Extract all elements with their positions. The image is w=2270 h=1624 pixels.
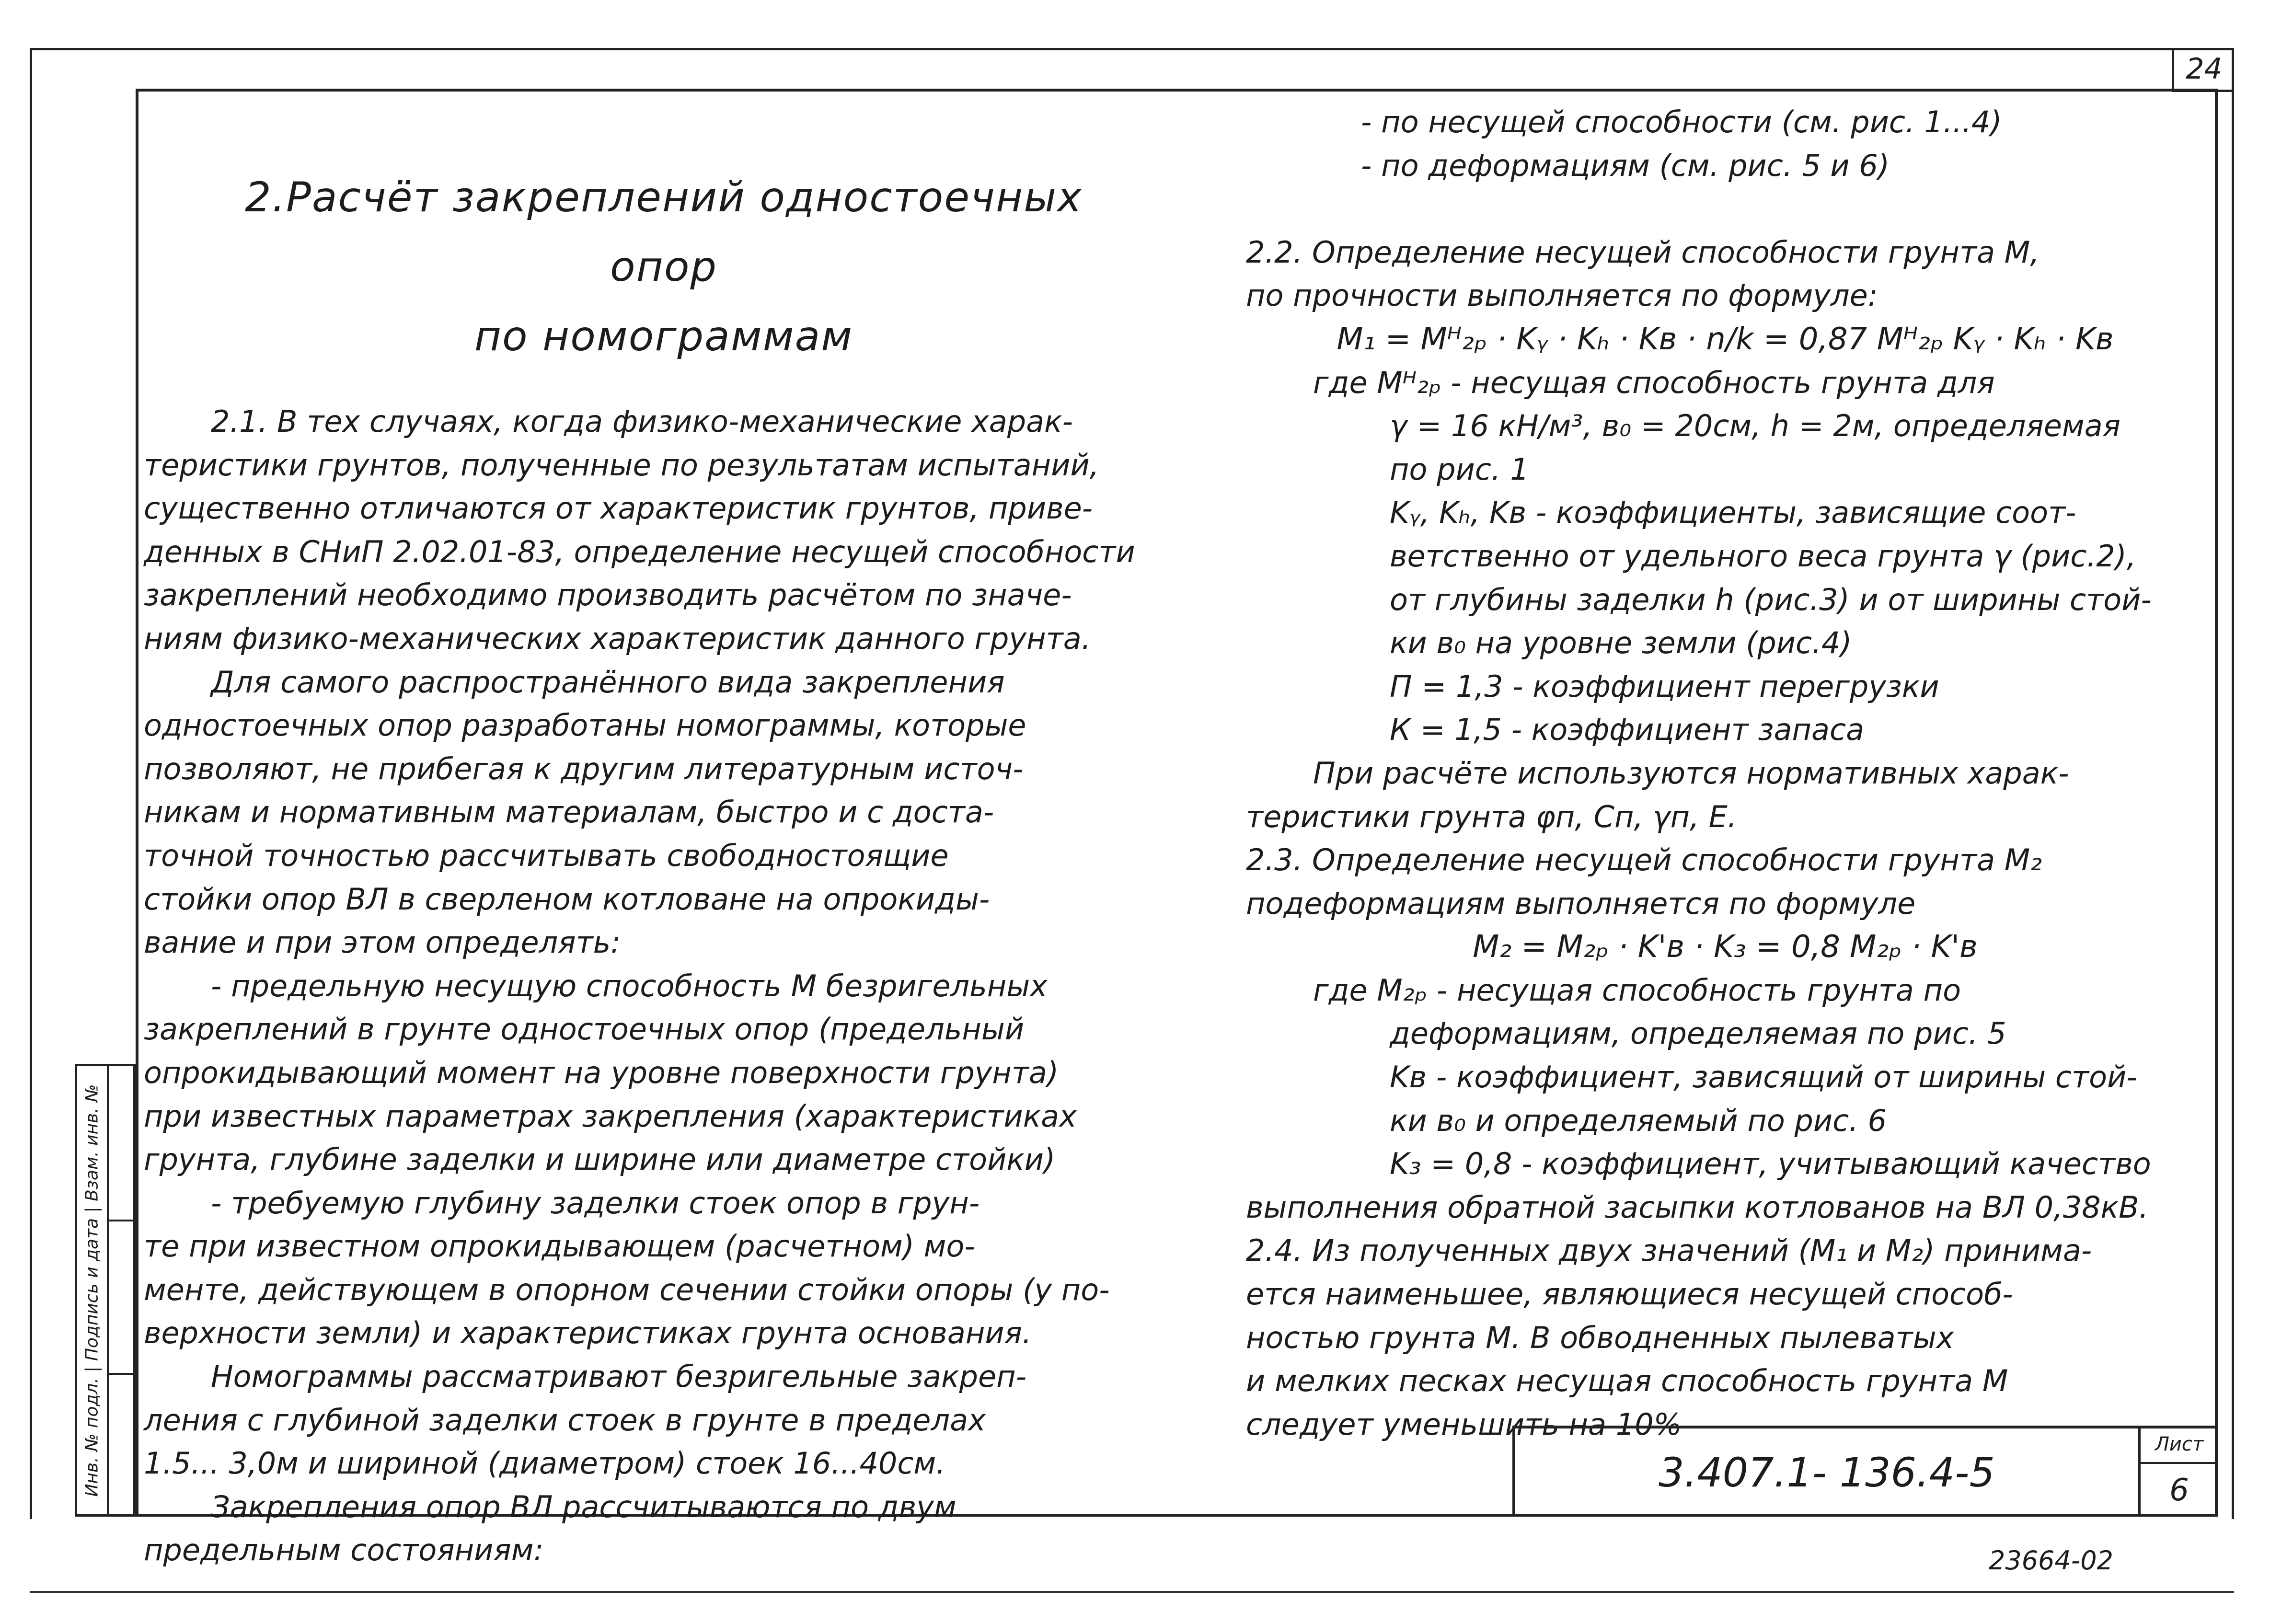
text-line: стойки опор ВЛ в сверленом котловане на опрокиды- — [144, 881, 990, 917]
left-column-text — [144, 400, 1135, 1572]
text-line: 2.2. Определение несущей способности грунта М, — [1246, 234, 2040, 270]
section-title-line-1: 2.Расчёт закреплений одностоечных опор — [244, 173, 1083, 291]
text-line: одностоечных опор разработаны номограммы, которые — [144, 708, 1026, 743]
text-line: γ = 16 кН/м³, в₀ = 20см, h = 2м, определяемая — [1390, 408, 2120, 444]
text-line: ки в₀ и определяемый по рис. 6 — [1390, 1103, 1887, 1138]
right-column-text — [1246, 101, 2204, 1446]
inv-podl-label: Инв. № подл. — [82, 1377, 102, 1497]
text-line: ется наименьшее, являющиеся несущей способ- — [1246, 1277, 2013, 1312]
text-line: деформациям, определяемая по рис. 5 — [1390, 1016, 2006, 1051]
text-line: ниям физико-механических характеристик данного грунта. — [144, 621, 1091, 656]
text-line: закреплений необходимо производить расчётом по значе- — [144, 577, 1072, 613]
text-line: ки в₀ на уровне земли (рис.4) — [1390, 625, 1852, 661]
text-line: те при известном опрокидывающем (расчетном) мо- — [144, 1229, 975, 1264]
text-line: вание и при этом определять: — [144, 925, 621, 960]
text-line: 1.5... 3,0м и шириной (диаметром) стоек 16...40см. — [144, 1446, 945, 1481]
text-line — [1246, 187, 2204, 231]
text-line: - по деформациям (см. рис. 5 и 6) — [1361, 148, 1890, 183]
text-line: где M₂ₚ - несущая способность грунта по — [1313, 972, 1961, 1008]
text-line: выполнения обратной засыпки котлованов на ВЛ 0,38кВ. — [1246, 1189, 2149, 1225]
text-line: при известных параметрах закрепления (характеристиках — [144, 1098, 1077, 1134]
text-line: - предельную несущую способность М безригельных — [211, 968, 1048, 1003]
text-line: закреплений в грунте одностоечных опор (предельный — [144, 1012, 1025, 1047]
text-line: опрокидывающий момент на уровне поверхности грунта) — [144, 1055, 1059, 1090]
text-line: Kᵧ, Kₕ, Kв - коэффициенты, зависящие соот- — [1390, 495, 2076, 530]
text-line: - требуемую глубину заделки стоек опор в грун- — [211, 1185, 980, 1221]
section-title-line-2: по номограммам — [474, 312, 853, 360]
left-column — [144, 163, 1135, 1572]
text-line: никам и нормативным материалам, быстро и с доста- — [144, 795, 994, 830]
text-line: где Mᴴ₂ₚ - несущая способность грунта для — [1313, 365, 1995, 400]
formula-line: M₁ = Mᴴ₂ₚ · Kᵧ · Kₕ · Kв · n/k = 0,87 Mᴴ₂ₚ Kᵧ · Kₕ · Kв — [1337, 321, 2114, 357]
text-line: 2.4. Из полученных двух значений (M₁ и M₂) принима- — [1246, 1233, 2092, 1268]
text-line: грунта, глубине заделки и ширине или диаметре стойки) — [144, 1142, 1056, 1177]
text-line: подеформациям выполняется по формуле — [1246, 886, 1916, 921]
text-line: ностью грунта М. В обводненных пылеватых — [1246, 1320, 1954, 1355]
text-line: 2.3. Определение несущей способности грунта М₂ — [1246, 842, 2042, 878]
text-line: теристики грунта φп, Сп, γп, Е. — [1246, 799, 1737, 834]
text-line: по рис. 1 — [1390, 451, 1529, 487]
sheet-number: 6 — [2169, 1473, 2189, 1508]
side-strip-values — [107, 1066, 138, 1514]
text-line: теристики грунтов, полученные по результатам испытаний, — [144, 447, 1099, 483]
text-line: от глубины заделки h (рис.3) и от ширины стой- — [1390, 582, 2152, 617]
text-line: точной точностью рассчитывать свободностоящие — [144, 838, 949, 873]
section-title — [211, 163, 1117, 371]
text-line: Номограммы рассматривают безригельные закреп- — [211, 1359, 1027, 1394]
text-line: верхности земли) и характеристиках грунта основания. — [144, 1315, 1032, 1351]
title-block-stamp — [1512, 1426, 2218, 1517]
cut-line — [30, 1591, 2234, 1593]
text-line: позволяют, не прибегая к другим литературным источ- — [144, 751, 1024, 786]
archive-number: 23664-02 — [1989, 1545, 2113, 1576]
side-strip-labels — [77, 1066, 107, 1514]
text-line: ветственно от удельного веса грунта γ (рис.2), — [1390, 538, 2136, 574]
text-line: П = 1,3 - коэффициент перегрузки — [1390, 668, 1939, 704]
document-code: 3.407.1- 136.4-5 — [1659, 1449, 1995, 1496]
text-line: и мелких песках несущая способность грунта М — [1246, 1363, 2008, 1399]
text-line: K₃ = 0,8 - коэффициент, учитывающий качество — [1390, 1146, 2151, 1182]
side-stamp-strip — [75, 1064, 136, 1517]
text-line: по прочности выполняется по формуле: — [1246, 278, 1878, 313]
corner-page-number: 24 — [2172, 48, 2234, 92]
text-line: К = 1,5 - коэффициент запаса — [1390, 712, 1865, 748]
text-line: 2.1. В тех случаях, когда физико-механические харак- — [211, 404, 1073, 439]
sheet-cell — [2138, 1428, 2218, 1517]
text-line: менте, действующем в опорном сечении стойки опоры (у по- — [144, 1272, 1110, 1307]
text-line: существенно отличаются от характеристик грунтов, приве- — [144, 491, 1093, 526]
text-line: - по несущей способности (см. рис. 1...4) — [1361, 104, 2002, 139]
text-line: следует уменьшить на 10% — [1246, 1406, 1682, 1442]
text-line: предельным состояниям: — [144, 1532, 544, 1568]
text-line: Закрепления опор ВЛ рассчитываются по двум — [211, 1489, 956, 1524]
text-line: ления с глубиной заделки стоек в грунте в пределах — [144, 1402, 986, 1438]
text-line: Kв - коэффициент, зависящий от ширины стой- — [1390, 1060, 2137, 1095]
sheet-label: Лист — [2141, 1428, 2218, 1464]
side-strip-label-text: Инв. № подл. | Подпись и дата | Взам. инв. № — [82, 1083, 102, 1497]
replacement-inv-label: Взам. инв. № — [82, 1083, 102, 1201]
text-line: При расчёте используются нормативных харак- — [1313, 755, 2069, 791]
signature-date-label: Подпись и дата — [82, 1218, 102, 1361]
formula-line: M₂ = M₂ₚ · K'в · K₃ = 0,8 M₂ₚ · K'в — [1473, 929, 1978, 965]
right-column — [1246, 101, 2204, 1446]
text-line: денных в СНиП 2.02.01-83, определение несущей способности — [144, 534, 1135, 569]
text-line: Для самого распространённого вида закрепления — [211, 664, 1005, 700]
